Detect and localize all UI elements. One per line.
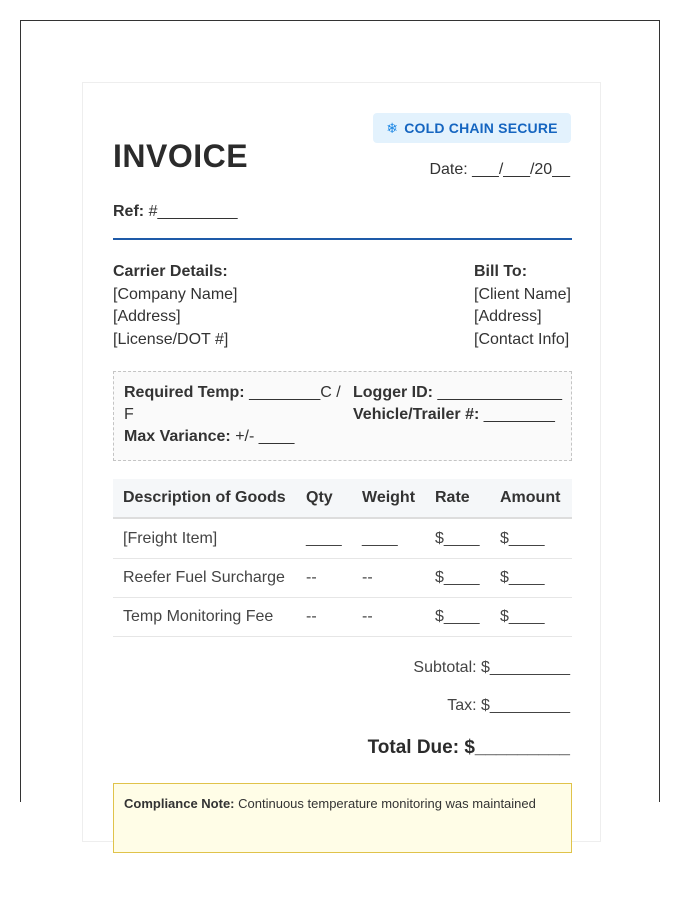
temperature-specs-box [113,371,572,461]
vehicle-label: Vehicle/Trailer #: [353,406,480,423]
carrier-license: [License/DOT #] [113,330,229,348]
bill-to-address: [Address] [474,308,542,325]
row-amount: $____ [500,569,545,586]
table-header [113,479,572,519]
tax: Tax: $_________ [447,697,570,714]
row-rate: $____ [435,569,480,586]
carrier-details [113,261,238,351]
required-temp-value: ________C / F [124,384,341,423]
row-weight: ____ [362,530,398,547]
vehicle-trailer [353,404,568,426]
required-temp-label: Required Temp: [124,384,245,401]
document-frame [20,20,660,811]
row-qty: ____ [306,530,342,547]
logger-id-value: ______________ [437,384,563,401]
logger-id-label: Logger ID: [353,384,433,401]
row-description: Reefer Fuel Surcharge [123,569,285,586]
table-row [113,598,572,637]
subtotal: Subtotal: $_________ [413,659,570,676]
bill-to [474,261,571,351]
row-weight: -- [362,608,373,625]
cold-chain-badge [373,113,571,143]
header-rate: Rate [435,489,470,506]
invoice-sheet [82,82,601,842]
ref-value: #_________ [148,203,238,220]
row-qty: -- [306,569,317,586]
row-rate: $____ [435,608,480,625]
row-description: Temp Monitoring Fee [123,608,274,625]
invoice-ref [113,203,238,221]
compliance-note [113,783,572,853]
snowflake-icon: ❄ [386,119,399,136]
row-rate: $____ [435,530,480,547]
header-amount: Amount [500,489,561,506]
header-divider [113,238,572,240]
ref-label: Ref: [113,203,145,220]
badge-label: COLD CHAIN SECURE [404,120,558,136]
row-description: [Freight Item] [123,530,218,547]
header-description: Description of Goods [123,489,286,506]
carrier-address: [Address] [113,308,181,325]
carrier-heading: Carrier Details: [113,263,228,280]
invoice-title: INVOICE [113,138,249,174]
specs-left-column [124,382,349,448]
invoice-date: Date: ___/___/20__ [429,161,570,178]
compliance-note-label: Compliance Note: [124,796,235,811]
table-row [113,559,572,598]
specs-right-column [353,382,568,426]
max-variance [124,426,349,448]
row-amount: $____ [500,530,545,547]
header-weight: Weight [362,489,416,506]
logger-id [353,382,568,404]
header-qty: Qty [306,489,333,506]
row-weight: -- [362,569,373,586]
compliance-note-text: Continuous temperature monitoring was maintained [238,796,536,811]
bill-to-contact: [Contact Info] [474,330,570,348]
total-due: Total Due: $_________ [367,737,570,758]
carrier-company: [Company Name] [113,285,238,303]
vehicle-value: ________ [483,406,555,423]
row-qty: -- [306,608,317,625]
bill-to-client: [Client Name] [474,285,571,303]
required-temp [124,382,349,426]
row-amount: $____ [500,608,545,625]
bill-to-heading: Bill To: [474,263,528,280]
max-variance-value: +/- ____ [235,428,295,445]
table-row [113,520,572,559]
max-variance-label: Max Variance: [124,428,231,445]
